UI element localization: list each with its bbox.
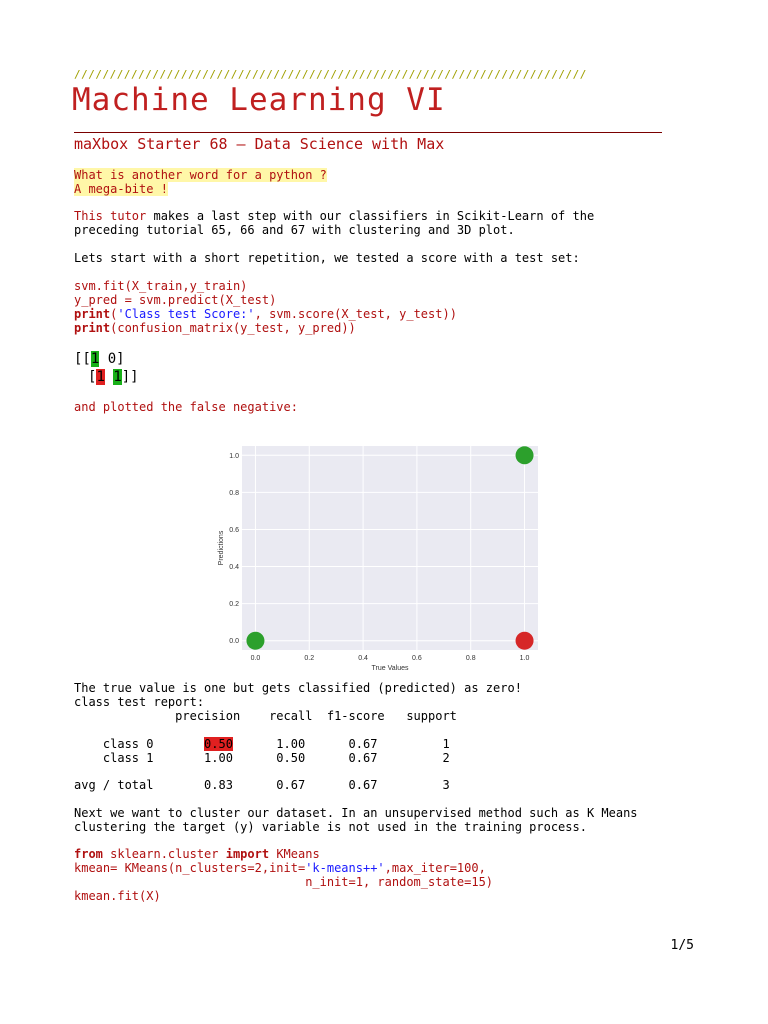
- class-0-precision: 0.50: [204, 737, 233, 751]
- joke-answer: [74, 182, 168, 196]
- title-rule: [74, 132, 662, 133]
- x-tick-label: 0.4: [358, 655, 368, 662]
- matrix-cell-tn: 1: [90, 351, 100, 367]
- code-line-import: [74, 847, 320, 861]
- intro-rest: makes a last step with our classifiers in Scikit-Learn of the: [146, 209, 595, 223]
- code-line-print-score: [74, 307, 457, 321]
- joke-question-text: What is another word for a python ?: [74, 168, 327, 182]
- intro-line-3: Lets start with a short repetition, we tested a score with a test set:: [74, 251, 580, 265]
- x-axis-label: True Values: [371, 665, 409, 672]
- code-args: ,max_iter=100,: [384, 861, 486, 875]
- code-line-predict: y_pred = svm.predict(X_test): [74, 293, 277, 307]
- plot-background: [242, 446, 538, 650]
- subtitle: maXbox Starter 68 – Data Science with Max: [74, 135, 445, 153]
- code-assign: kmean= KMeans(n_clusters=2,init=: [74, 861, 306, 875]
- page-title: Machine Learning VI: [72, 82, 446, 118]
- intro-line-2: preceding tutorial 65, 66 and 67 with clustering and 3D plot.: [74, 223, 515, 237]
- keyword-import: import: [225, 847, 270, 861]
- keyword-print: print: [74, 321, 111, 335]
- report-header: precision recall f1-score support: [74, 709, 457, 723]
- y-tick-label: 0.6: [229, 526, 239, 534]
- report-avg-total: avg / total 0.83 0.67 0.67 3: [74, 778, 450, 792]
- code-string: 'k-means++': [305, 861, 385, 875]
- code-paren: (: [110, 307, 118, 321]
- y-axis-label: Predictions: [218, 530, 225, 566]
- code-args: , svm.score(X_test, y_test)): [254, 307, 457, 321]
- cluster-line-2: clustering the target (y) variable is not used in the training process.: [74, 820, 587, 834]
- code-line-kmeans: [74, 861, 486, 875]
- y-tick-label: 0.0: [229, 638, 239, 646]
- data-point: [246, 632, 264, 650]
- code-line-fit-kmeans: kmean.fit(X): [74, 889, 161, 903]
- code-class: KMeans: [269, 847, 320, 861]
- page-number: 1/5: [670, 938, 694, 953]
- joke-answer-text: A mega-bite !: [74, 182, 168, 196]
- matrix-cell-fn: 1: [96, 369, 105, 385]
- report-line-1: The true value is one but gets classified (predicted) as zero!: [74, 681, 522, 695]
- keyword-print: print: [74, 307, 111, 321]
- report-class-1: class 1 1.00 0.50 0.67 2: [74, 751, 450, 765]
- matrix-bracket: ]]: [121, 369, 139, 385]
- code-args: (confusion_matrix(y_test, y_pred)): [110, 321, 356, 335]
- joke-question: [74, 168, 327, 182]
- plotted-caption: and plotted the false negative:: [74, 400, 298, 414]
- code-line-kmeans-cont: n_init=1, random_state=15): [74, 875, 494, 889]
- report-line-2: class test report:: [74, 695, 205, 709]
- x-tick-label: 0.8: [465, 655, 476, 662]
- class-0-label: class 0: [74, 737, 205, 751]
- report-class-0: [74, 737, 450, 751]
- intro-line-1: [74, 209, 594, 223]
- data-point: [516, 632, 534, 650]
- matrix-row-2: [88, 369, 139, 385]
- matrix-cell-fp: 0]: [99, 351, 125, 367]
- code-line-fit: svm.fit(X_train,y_train): [74, 279, 248, 293]
- y-tick-label: 1.0: [229, 452, 239, 460]
- y-tick-label: 0.8: [229, 489, 239, 497]
- intro-emphasis: This tutor: [74, 209, 147, 223]
- keyword-from: from: [74, 847, 103, 861]
- scatter-chart: [216, 442, 546, 674]
- matrix-cell-tp: 1: [113, 369, 122, 385]
- code-line-print-matrix: [74, 321, 356, 335]
- x-tick-label: 0.0: [250, 655, 261, 662]
- decorative-slash-line: ////////////////////////////////////////////////////////////////////////: [74, 68, 587, 81]
- y-tick-label: 0.2: [229, 601, 239, 609]
- matrix-bracket: [: [88, 369, 97, 385]
- x-tick-label: 0.2: [304, 655, 315, 662]
- cluster-line-1: Next we want to cluster our dataset. In an unsupervised method such as K Means: [74, 806, 638, 820]
- matrix-bracket: [[: [74, 351, 91, 367]
- code-string: 'Class test Score:': [117, 307, 255, 321]
- data-point: [516, 446, 534, 464]
- class-0-rest: 1.00 0.67 1: [232, 737, 450, 751]
- matrix-row-1: [74, 351, 125, 367]
- code-module: sklearn.cluster: [102, 847, 226, 861]
- x-tick-label: 0.6: [412, 655, 422, 662]
- y-tick-label: 0.4: [229, 564, 239, 572]
- x-tick-label: 1.0: [519, 655, 530, 662]
